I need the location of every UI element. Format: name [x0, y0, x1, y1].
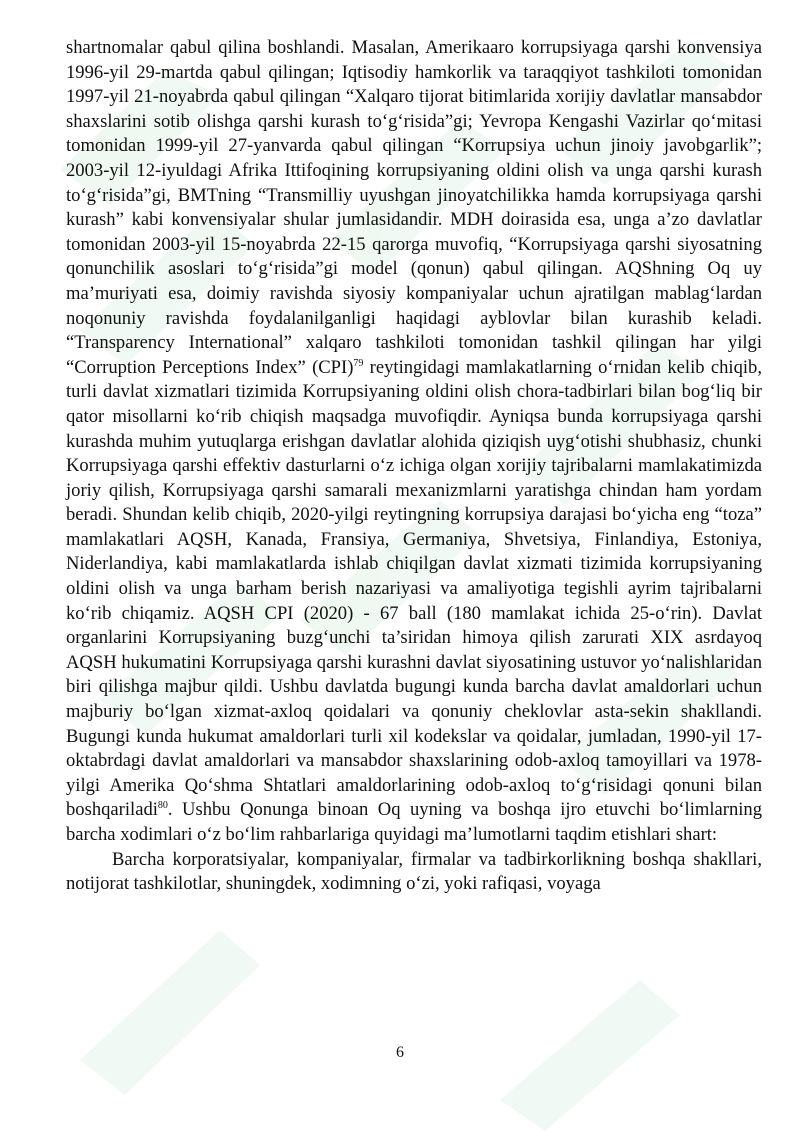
paragraph-1-part-3: . Ushbu Qonunga binoan Oq uyning va boshqa ijro etuvchi bo‘limlarning barcha xodimlari o‘z bo‘lim rahbarlariga quyidagi ma’lumotlarni taqdim etishlari shart: [66, 799, 762, 845]
footnote-ref-79[interactable]: 79 [353, 357, 364, 369]
paragraph-2: Barcha korporatsiyalar, kompaniyalar, firmalar va tadbirkorlikning boshqa shakllari, notijorat tashkilotlar, shuningdek, xodimning o‘zi, yoki rafiqasi, voyaga [66, 848, 762, 895]
page-number: 6 [396, 1044, 404, 1061]
paragraph-1-part-2: reytingidagi mamlakatlarning o‘rnidan kelib chiqib, turli davlat xizmatlari tizimida Korrupsiyaning oldini olish chora-tadbirlari bilan bog‘liq bir qator misollarni ko‘rib chiqish maqsadga muvofiqdir. Ayniqsa bunda korrupsiyaga qarshi kurashda muhim yutuqlarga erishgan davlatlar alohida qiziqish uyg‘otishi shubhasiz, chunki Korrupsiyaga qarshi effektiv dasturlarni o‘z ichiga olgan xorijiy tajribalarni mamlakatimizda joriy qilish, Korrupsiyaga qarshi samarali mexanizmlarni yaratishga chindan ham yordam beradi. Shundan kelib chiqib, 2020-yilgi reytingning korrupsiya darajasi bo‘yicha eng “toza” mamlakatlari AQSH, Kanada, Fransiya, Germaniya, Shvetsiya, Finlandiya, Estoniya, Niderlandiya, kabi mamlakatlarda ishlab chiqilgan davlat xizmati tizimida korrupsiyaning oldini olish va unga barham berish nazariyasi va amaliyotiga tegishli ayrim tajribalarni ko‘rib chiqamiz. AQSH CPI (2020) - 67 ball (180 mamlakat ichida 25-o‘rin). Davlat organlarini Korrupsiyaning buzg‘unchi ta’siridan himoya qilish zarurati XIX asrdayoq AQSH hukumatini Korrupsiyaga qarshi kurashni davlat siyosatining ustuvor yo‘nalishlaridan biri qilishga majbur qildi. Ushbu davlatda bugungi kunda barcha davlat amaldorlari uchun majburiy bo‘lgan xizmat-axloq qoidalari va qonuniy cheklovlar asta-sekin shakllandi. Bugungi kunda hukumat amaldorlari turli xil kodekslar va qoidalar, jumladan, 1990-yil 17-oktabrdagi davlat amaldorlari va mansabdor shaxslarining odob-axloq tamoyillari va 1978-yilgi Amerika Qo‘shma Shtatlari amaldorlarining odob-axloq to‘g‘risidagi qonuni bilan boshqariladi [66, 356, 762, 821]
paragraph-1-part-1: shartnomalar qabul qilina boshlandi. Masalan, Amerikaaro korrupsiyaga qarshi konvensiya 1996-yil 29-martda qabul qilingan; Iqtisodiy hamkorlik va taraqqiyot tashkiloti tomonidan 1997-yil 21-noyabrda qabul qilingan “Xalqaro tijorat bitimlarida xorijiy davlatlar mansabdor shaxslarini sotib olishga qarshi kurash to‘g‘risida”gi; Yevropa Kengashi Vazirlar qo‘mitasi tomonidan 1999-yil 27-yanvarda qabul qilingan “Korrupsiya uchun jinoiy javobgarlik”; 2003-yil 12-iyuldagi Afrika Ittifoqining korrupsiyaning oldini olish va unga qarshi kurash to‘g‘risida”gi, BMTning “Transmilliy uyushgan jinoyatchilikka hamda korrupsiyaga qarshi kurash” kabi konvensiyalar shular jumlasidandir. MDH doirasida esa, unga a’zo davlatlar tomonidan 2003-yil 15-noyabrda 22-15 qarorga muvofiq, “Korrupsiyaga qarshi siyosatning qonunchilik asoslari to‘g‘risida”gi model (qonun) qabul qilingan. AQShning Oq uy ma’muriyati esa, doimiy ravishda siyosiy kompaniyalar uchun ajratilgan mablag‘lardan noqonuniy ravishda foydalanilganligi haqidagi ayblovlar bilan kurashib keladi. “Transparency International” xalqaro tashkiloti tomonidan tashkil qilingan har yilgi “Corruption Perceptions Index” (CPI) [66, 37, 762, 378]
body-text [66, 36, 762, 897]
watermark-shape-9 [80, 930, 260, 1095]
paragraph-1 [66, 36, 762, 848]
footnote-ref-80[interactable]: 80 [157, 800, 168, 812]
